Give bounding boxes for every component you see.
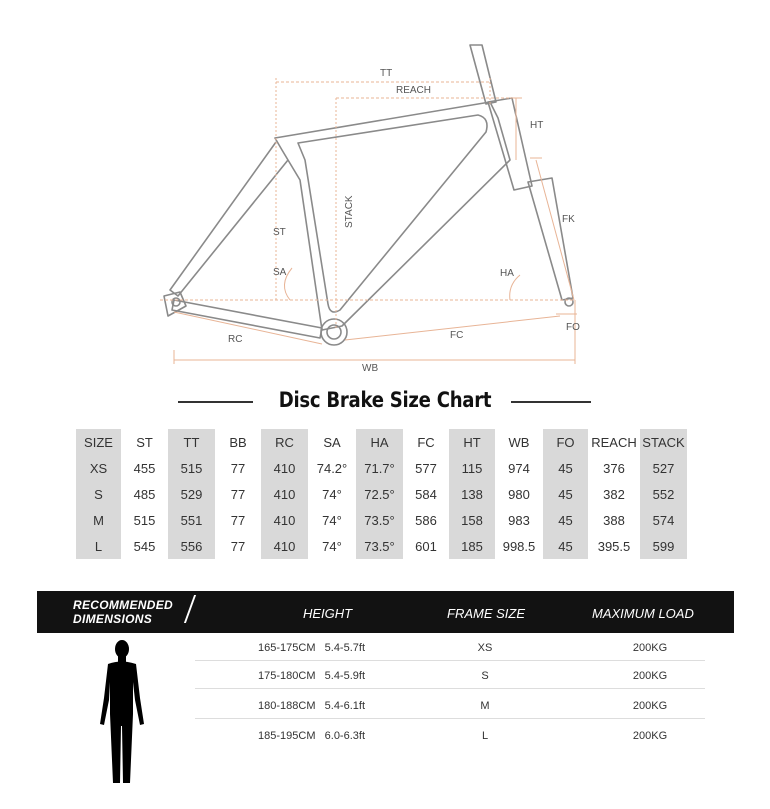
label-rc: RC	[228, 334, 243, 345]
table-header-size: SIZE	[76, 429, 121, 455]
label-reach: REACH	[396, 85, 432, 96]
table-cell: 74.2°	[316, 460, 348, 476]
frame-size-value: XS	[477, 642, 493, 654]
table-header-sa: SA	[323, 434, 341, 450]
table-cell: 552	[640, 481, 687, 507]
size-chart-table	[76, 429, 687, 559]
table-cell: 376	[603, 460, 625, 476]
table-cell: 410	[261, 481, 308, 507]
table-cell: 574	[640, 507, 687, 533]
table-cell: 586	[415, 512, 437, 528]
table-cell: 77	[230, 538, 246, 554]
frame-size-header: FRAME SIZE	[447, 606, 526, 621]
label-wb: WB	[362, 363, 379, 374]
table-cell: 382	[603, 486, 625, 502]
max-load-value: 200KG	[632, 700, 668, 712]
table-cell: 983	[508, 512, 530, 528]
table-cell: 527	[640, 455, 687, 481]
height-range: 185-195CM 6.0-6.3ft	[258, 730, 366, 742]
table-cell: 388	[603, 512, 625, 528]
table-cell: L	[76, 533, 121, 559]
table-cell: 45	[543, 455, 588, 481]
table-cell: 77	[230, 486, 246, 502]
label-ha: HA	[500, 268, 514, 279]
table-cell: 73.5°	[356, 533, 403, 559]
table-header-fc: FC	[417, 434, 435, 450]
table-cell: 410	[261, 455, 308, 481]
size-chart-title: Disc Brake Size Chart	[278, 388, 492, 412]
table-cell: 71.7°	[356, 455, 403, 481]
table-cell: 556	[168, 533, 215, 559]
max-load-value: 200KG	[632, 642, 668, 654]
table-cell: 115	[449, 455, 495, 481]
table-cell: 599	[640, 533, 687, 559]
table-cell: 73.5°	[356, 507, 403, 533]
label-fo: FO	[566, 322, 580, 333]
recommended-title	[73, 598, 173, 626]
label-fc: FC	[450, 330, 464, 341]
table-cell: 529	[168, 481, 215, 507]
table-cell: 395.5	[597, 538, 631, 554]
label-tt: TT	[380, 68, 393, 79]
table-cell: 980	[508, 486, 530, 502]
table-cell: 577	[415, 460, 437, 476]
height-header: HEIGHT	[303, 606, 353, 621]
recommended-row	[195, 694, 705, 718]
table-header-rc: RC	[261, 429, 308, 455]
table-header-row	[76, 429, 687, 455]
table-cell: 74°	[322, 538, 342, 554]
table-header-tt: TT	[168, 429, 215, 455]
label-sa: SA	[273, 267, 287, 278]
table-cell: S	[76, 481, 121, 507]
banner-slash	[184, 595, 196, 623]
seat-post	[470, 45, 496, 104]
recommended-row	[195, 724, 705, 748]
seat-stay	[170, 142, 288, 296]
human-silhouette-icon	[100, 638, 144, 788]
height-range: 175-180CM 5.4-5.9ft	[258, 670, 366, 682]
dimension-labels	[228, 68, 580, 374]
table-cell: 584	[415, 486, 437, 502]
frame-size-value: M	[480, 700, 490, 712]
label-stack: STACK	[344, 195, 355, 228]
table-row	[76, 455, 687, 481]
label-st: ST	[273, 227, 286, 238]
table-cell: 45	[543, 507, 588, 533]
recommended-row	[195, 636, 705, 660]
table-cell: 45	[543, 481, 588, 507]
frame-size-value: L	[481, 730, 489, 742]
table-row	[76, 507, 687, 533]
dimension-lines	[160, 78, 577, 364]
table-cell: 545	[133, 538, 156, 554]
table-cell: 485	[133, 486, 156, 502]
table-cell: 158	[449, 507, 495, 533]
label-fk: FK	[562, 214, 575, 225]
bottom-bracket	[321, 319, 347, 345]
chain-stay	[172, 300, 322, 338]
table-cell: 601	[415, 538, 437, 554]
table-cell: 72.5°	[356, 481, 403, 507]
table-cell: M	[76, 507, 121, 533]
table-header-reach: REACH	[591, 434, 637, 450]
table-row	[76, 481, 687, 507]
table-header-st: ST	[136, 434, 153, 450]
maximum-load-header: MAXIMUM LOAD	[592, 606, 694, 621]
recommended-row	[195, 664, 705, 688]
table-header-stack: STACK	[640, 429, 687, 455]
table-cell: XS	[76, 455, 121, 481]
max-load-value: 200KG	[632, 670, 668, 682]
main-triangle	[275, 102, 510, 330]
height-range: 165-175CM 5.4-5.7ft	[258, 642, 366, 654]
table-header-ht: HT	[449, 429, 495, 455]
row-separator	[195, 660, 705, 661]
table-cell: 74°	[322, 512, 342, 528]
row-separator	[195, 688, 705, 689]
frame-size-value: S	[481, 670, 489, 682]
table-header-ha: HA	[356, 429, 403, 455]
recommended-title-line1: RECOMMENDED	[73, 598, 173, 612]
table-cell: 185	[449, 533, 495, 559]
table-row	[76, 533, 687, 559]
main-triangle-inner	[298, 115, 487, 312]
table-cell: 410	[261, 507, 308, 533]
label-ht: HT	[530, 120, 544, 131]
table-cell: 515	[133, 512, 156, 528]
table-cell: 77	[230, 460, 246, 476]
recommended-title-line2: DIMENSIONS	[73, 612, 153, 626]
table-cell: 974	[508, 460, 530, 476]
row-separator	[195, 718, 705, 719]
table-cell: 551	[168, 507, 215, 533]
table-cell: 455	[133, 460, 156, 476]
table-cell: 998.5	[502, 538, 536, 554]
table-cell: 410	[261, 533, 308, 559]
size-chart-heading	[0, 388, 770, 418]
table-header-fo: FO	[543, 429, 588, 455]
recommended-dimensions-banner	[37, 591, 734, 633]
table-cell: 74°	[322, 486, 342, 502]
table-cell: 138	[449, 481, 495, 507]
table-header-wb: WB	[508, 434, 530, 450]
title-rule-right	[511, 401, 591, 403]
fork	[528, 178, 573, 300]
table-cell: 45	[543, 533, 588, 559]
table-header-bb: BB	[229, 434, 247, 450]
height-range: 180-188CM 5.4-6.1ft	[258, 700, 366, 712]
table-cell: 77	[230, 512, 246, 528]
table-cell: 515	[168, 455, 215, 481]
frame-geometry-diagram	[0, 0, 770, 380]
max-load-value: 200KG	[632, 730, 668, 742]
